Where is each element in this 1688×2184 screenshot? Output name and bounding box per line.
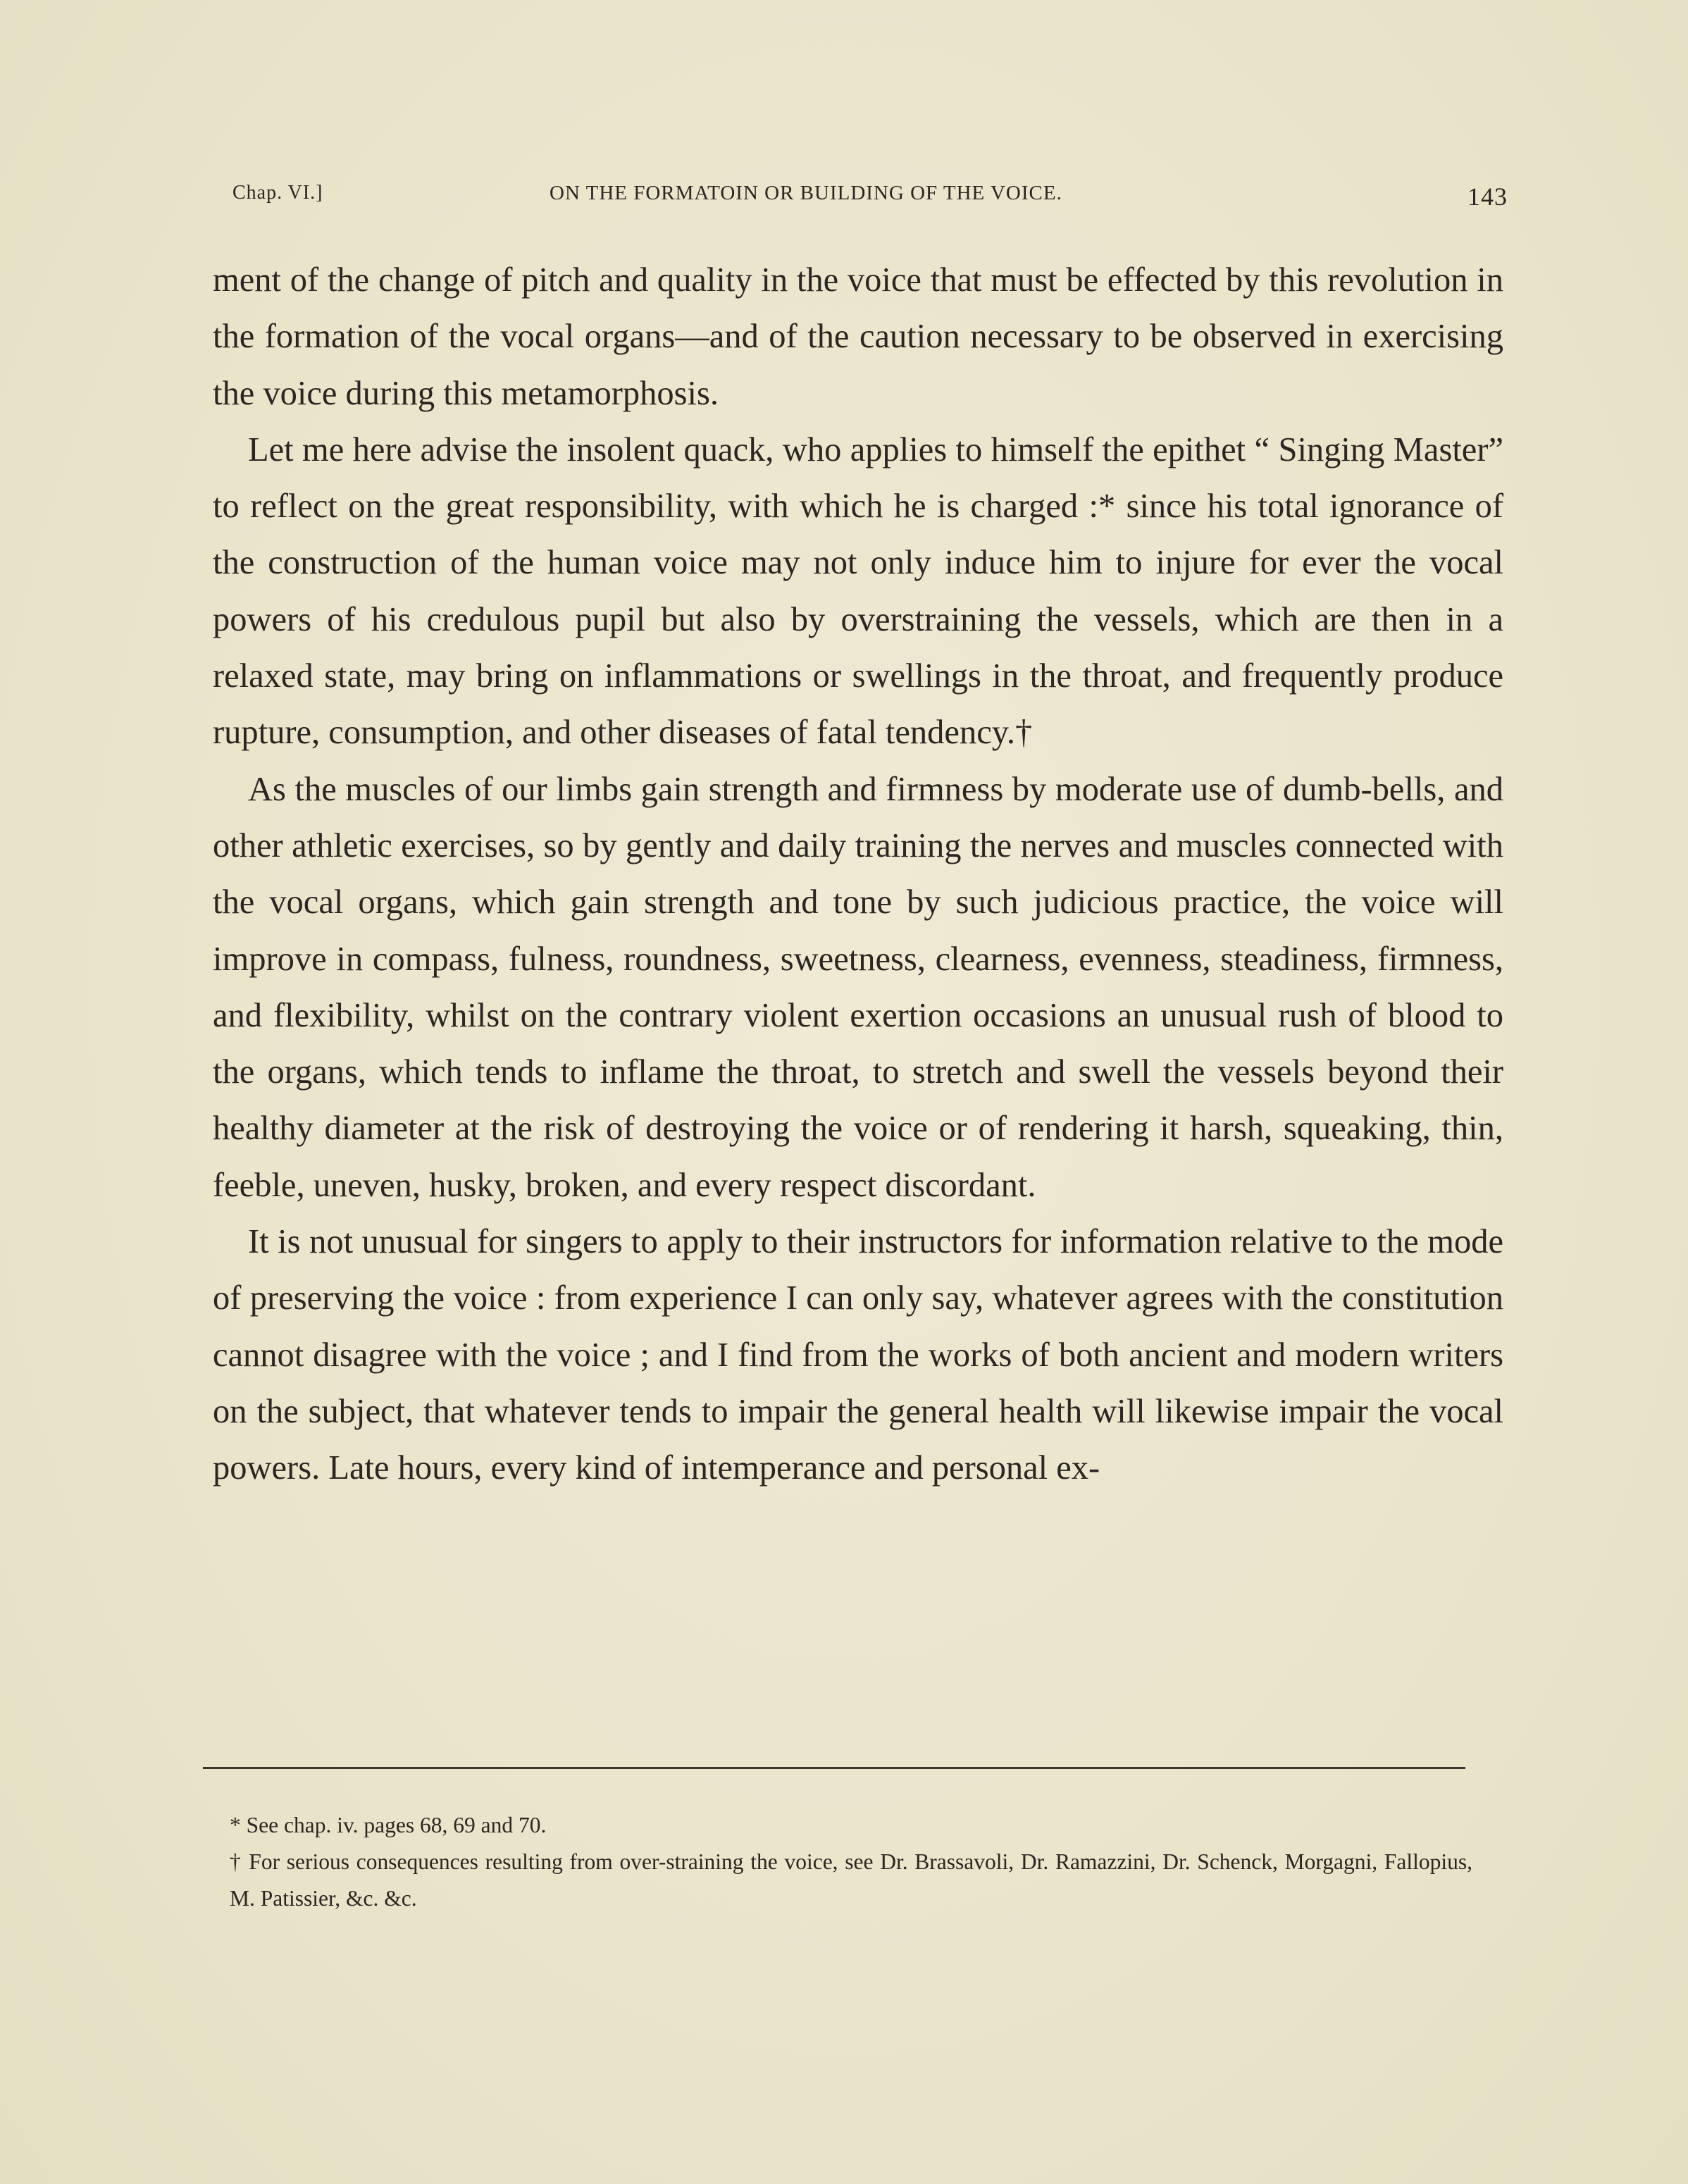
paragraph-1: ment of the change of pitch and quality in the voice that must be effected by this revolution in the formation of the vocal organs—and of the caution necessary to be observed in exercising the voice during this metamorphosis.: [213, 261, 1503, 412]
paragraph-2: Let me here advise the insolent quack, who applies to himself the epithet “ Singing Master” to reflect on the great responsibility, with which he is charged :* since his total ignorance of the construction of the human voice may not only induce him to injure for ever the vocal powers of his credulous pupil but also by overstraining the vessels, which are then in a relaxed state, may bring on inflammations or swellings in the throat, and frequently produce rupture, consumption, and other diseases of fatal tendency.†: [213, 430, 1503, 752]
footnote-divider: [203, 1767, 1465, 1769]
running-header: [232, 182, 1508, 217]
footnote-1: * See chap. iv. pages 68, 69 and 70.: [230, 1813, 547, 1837]
footnotes: [204, 1807, 1472, 1917]
chapter-label: Chap. VI.]: [232, 182, 323, 204]
paragraph-4: It is not unusual for singers to apply to their instructors for information relative to the mode of preserving the voice : from experience I can only say, whatever agrees with the constitution cannot disagree with the voice ; and I find from the works of both ancient and modern writers on the subject, that whatever tends to impair the general health will likewise impair the vocal powers. Late hours, every kind of intemperance and personal ex-: [213, 1223, 1503, 1487]
paragraph-3: As the muscles of our limbs gain strength and firmness by moderate use of dumb-bells, and other athletic exercises, so by gently and daily training the nerves and muscles connected with the vocal organs, which gain strength and tone by such judicious practice, the voice will improve in compass, fulness, roundness, sweetness, clearness, evenness, steadiness, firmness, and flexibility, whilst on the contrary violent exertion occasions an unusual rush of blood to the organs, which tends to inflame the throat, to stretch and swell the vessels beyond their healthy diameter at the risk of destroying the voice or of rendering it harsh, squeaking, thin, feeble, uneven, husky, broken, and every respect discordant.: [213, 770, 1503, 1204]
body-text: [213, 252, 1503, 1497]
footnote-2: † For serious consequences resulting from over-straining the voice, see Dr. Brassavoli, Dr. Ramazzini, Dr. Schenck, Morgagni, Fallopius, M. Patissier, &c. &c.: [230, 1849, 1472, 1911]
running-title: ON THE FORMATOIN OR BUILDING OF THE VOICE.: [550, 182, 1062, 204]
page-number: 143: [1467, 182, 1508, 211]
